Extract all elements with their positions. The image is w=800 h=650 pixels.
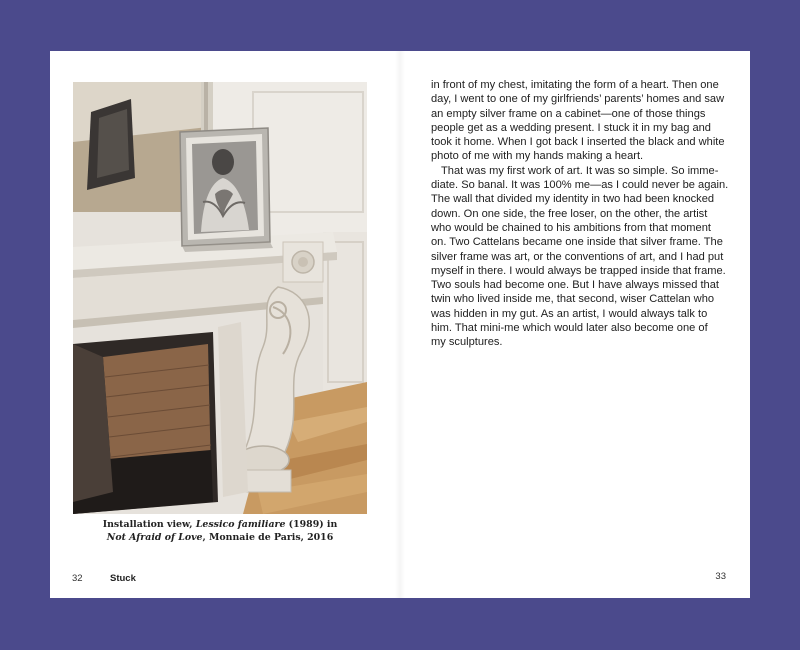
text-line: twin who lived inside me, that second, wiser Cattelan who (431, 293, 715, 306)
photo-caption (73, 518, 367, 544)
text-line: was hidden in my gut. As an artist, I would always talk to (431, 307, 708, 320)
text-line: in front of my chest, imitating the form of a heart. Then one (431, 79, 719, 91)
text-line: took it home. When I got back I inserted the black and white (431, 136, 725, 149)
text-line: who would be chained to his ambitions from that moment (431, 221, 711, 234)
text-line: down. On one side, the free loser, on the other, the artist (431, 207, 708, 220)
page-gutter (395, 51, 405, 598)
text-line: day, I went to one of my girlfriends’ parents’ homes and saw (431, 93, 725, 106)
installation-photo (73, 82, 367, 514)
text-line: on. Two Cattelans became one inside that silver frame. The (431, 236, 723, 249)
caption-venue: , Monnaie de Paris, 2016 (202, 532, 334, 543)
text-line: people get as a wedding present. I stuck it in my bag and (431, 121, 711, 134)
caption-exhibition-title: Not Afraid of Love (106, 532, 203, 543)
text-line: silver frame was art, or the conventions of art, and I had put (431, 250, 724, 263)
caption-line-2 (73, 531, 367, 544)
left-page-number: 32 (72, 573, 83, 584)
right-page-number: 33 (715, 571, 726, 582)
paragraph-start-line: That was my first work of art. It was so simple. So imme- (441, 164, 719, 177)
text-line: my sculptures. (431, 336, 503, 349)
text-line: Two souls had become one. But I have always missed that (431, 279, 719, 292)
body-text (431, 78, 731, 350)
caption-text: Installation view, (102, 519, 196, 530)
caption-artwork-title: Lessico familiare (195, 519, 286, 530)
text-line: diate. So banal. It was 100% me—as I could never be again. (431, 179, 729, 192)
running-head: Stuck (110, 573, 136, 584)
book-spread (50, 51, 750, 598)
caption-line-1 (73, 518, 367, 531)
text-line: an empty silver frame on a cabinet—one of those things (431, 107, 706, 120)
text-line: photo of me with my hands making a heart. (431, 150, 644, 163)
text-line: myself in there. I would always be trapped inside that frame. (431, 264, 726, 277)
text-line: The wall that divided my identity in two had been knocked (431, 193, 715, 206)
caption-year: (1989) in (285, 519, 338, 530)
text-line: him. That mini-me which would later also become one of (431, 322, 708, 335)
